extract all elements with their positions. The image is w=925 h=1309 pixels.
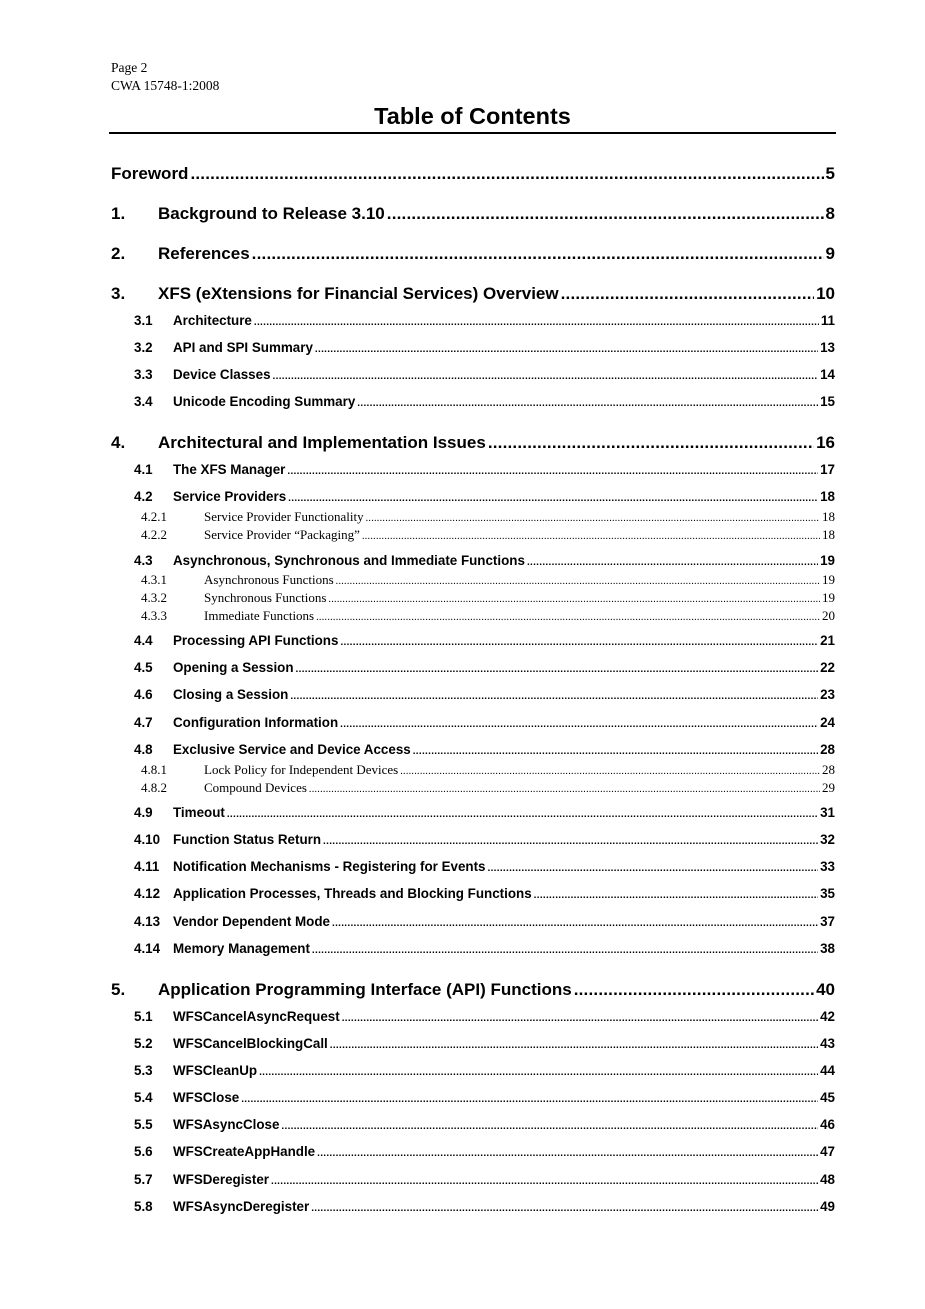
toc-entry[interactable] bbox=[141, 589, 835, 606]
toc-entry-page: 22 bbox=[820, 660, 835, 675]
page-title: Table of Contents bbox=[374, 103, 571, 129]
toc-dot-leader bbox=[328, 591, 820, 608]
toc-entry-number: 4.10 bbox=[134, 832, 161, 847]
toc-entry[interactable] bbox=[134, 552, 835, 570]
toc-entry-number: 4.2.1 bbox=[141, 509, 167, 524]
toc-entry-number: 4.3.3 bbox=[141, 608, 167, 623]
toc-entry-page: 43 bbox=[820, 1036, 835, 1051]
toc-entry-page: 19 bbox=[822, 572, 835, 587]
toc-dot-leader bbox=[527, 554, 818, 572]
toc-entry-label: Application Processes, Threads and Blocking Functions bbox=[173, 886, 532, 901]
toc-entry-page: 47 bbox=[820, 1144, 835, 1159]
toc-entry-page: 18 bbox=[822, 509, 835, 524]
toc-entry-label: WFSDeregister bbox=[173, 1172, 269, 1187]
toc-entry-number: 4.13 bbox=[134, 914, 161, 929]
toc-entry-number: 4.8.2 bbox=[141, 780, 167, 795]
toc-entry-page: 32 bbox=[820, 832, 835, 847]
toc-dot-leader bbox=[315, 341, 818, 359]
toc-entry-page: 45 bbox=[820, 1090, 835, 1105]
document-id: CWA 15748-1:2008 bbox=[111, 78, 220, 93]
toc-entry[interactable] bbox=[134, 1143, 835, 1161]
toc-entry-page: 17 bbox=[820, 462, 835, 477]
toc-entry[interactable] bbox=[134, 461, 835, 479]
toc-entry-number: 4.2 bbox=[134, 489, 153, 504]
toc-entry-number: 5.1 bbox=[134, 1009, 153, 1024]
toc-dot-leader bbox=[281, 1118, 818, 1136]
toc-dot-leader bbox=[296, 661, 819, 679]
toc-entry-label: WFSCleanUp bbox=[173, 1063, 258, 1078]
toc-entry-page: 46 bbox=[820, 1117, 835, 1132]
toc-entry[interactable] bbox=[134, 858, 835, 876]
toc-entry-label: Service Providers bbox=[173, 489, 287, 504]
toc-entry-number: 2. bbox=[111, 244, 126, 263]
toc-entry-label: Background to Release 3.10 bbox=[158, 204, 385, 223]
toc-entry[interactable] bbox=[134, 659, 835, 677]
toc-entry-page: 19 bbox=[822, 590, 835, 605]
toc-entry-page: 33 bbox=[820, 859, 835, 874]
toc-entry[interactable] bbox=[134, 940, 835, 958]
toc-entry[interactable] bbox=[134, 804, 835, 822]
toc-entry[interactable] bbox=[141, 571, 835, 588]
toc-dot-leader bbox=[362, 528, 820, 545]
toc-dot-leader bbox=[413, 743, 818, 761]
toc-entry[interactable] bbox=[134, 393, 835, 411]
toc-entry[interactable] bbox=[111, 163, 835, 185]
toc-entry[interactable] bbox=[134, 714, 835, 732]
toc-entry-label: Foreword bbox=[111, 164, 189, 183]
toc-entry-number: 5.3 bbox=[134, 1063, 153, 1078]
toc-entry[interactable] bbox=[134, 741, 835, 759]
toc-entry-label: WFSClose bbox=[173, 1090, 240, 1105]
toc-entry-page: 28 bbox=[822, 762, 835, 777]
toc-entry[interactable] bbox=[134, 1116, 835, 1134]
toc-entry-label: Asynchronous, Synchronous and Immediate Functions bbox=[173, 553, 525, 568]
toc-entry-number: 4.2.2 bbox=[141, 527, 167, 542]
toc-entry[interactable] bbox=[111, 203, 835, 225]
toc-entry-page: 38 bbox=[820, 941, 835, 956]
toc-entry-number: 5. bbox=[111, 980, 126, 999]
toc-entry[interactable] bbox=[134, 1198, 835, 1216]
toc-entry-number: 4.14 bbox=[134, 941, 161, 956]
toc-entry-page: 15 bbox=[820, 394, 835, 409]
toc-dot-leader bbox=[252, 243, 824, 265]
toc-entry-number: 4.11 bbox=[134, 859, 160, 874]
toc-entry-label: Application Programming Interface (API) Functions bbox=[158, 980, 572, 999]
toc-dot-leader bbox=[400, 763, 820, 780]
toc-entry-number: 5.4 bbox=[134, 1090, 153, 1105]
toc-entry-label: Service Provider Functionality bbox=[204, 509, 364, 524]
toc-entry[interactable] bbox=[141, 607, 835, 624]
toc-entry-number: 4.3.1 bbox=[141, 572, 167, 587]
toc-entry-page: 19 bbox=[820, 553, 835, 568]
toc-entry[interactable] bbox=[134, 1062, 835, 1080]
toc-entry[interactable] bbox=[134, 1035, 835, 1053]
toc-entry-label: Timeout bbox=[173, 805, 225, 820]
toc-dot-leader bbox=[340, 716, 818, 734]
toc-entry-page: 31 bbox=[820, 805, 835, 820]
toc-entry[interactable] bbox=[134, 1008, 835, 1026]
toc-entry-number: 4.3 bbox=[134, 553, 153, 568]
toc-entry-label: Synchronous Functions bbox=[204, 590, 327, 605]
toc-entry-label: WFSCancelBlockingCall bbox=[173, 1036, 328, 1051]
toc-entry-page: 44 bbox=[820, 1063, 835, 1078]
toc-entry[interactable] bbox=[111, 432, 835, 454]
toc-entry[interactable] bbox=[134, 686, 835, 704]
toc-dot-leader bbox=[574, 979, 814, 1001]
toc-entry-number: 5.2 bbox=[134, 1036, 153, 1051]
toc-entry-number: 4.7 bbox=[134, 715, 153, 730]
toc-entry-number: 4. bbox=[111, 433, 126, 452]
toc-entry[interactable] bbox=[134, 831, 835, 849]
toc-entry-label: Asynchronous Functions bbox=[204, 572, 334, 587]
toc-entry-number: 4.9 bbox=[134, 805, 153, 820]
toc-entry-number: 3.3 bbox=[134, 367, 153, 382]
toc-dot-leader bbox=[488, 860, 819, 878]
toc-entry-page: 9 bbox=[825, 244, 835, 263]
toc-entry-label: Architectural and Implementation Issues bbox=[158, 433, 486, 452]
toc-dot-leader bbox=[336, 573, 820, 590]
toc-entry-label: Vendor Dependent Mode bbox=[173, 914, 330, 929]
toc-entry-page: 35 bbox=[820, 886, 835, 901]
toc-dot-leader bbox=[323, 833, 818, 851]
toc-entry[interactable] bbox=[141, 761, 835, 778]
toc-entry-number: 4.8.1 bbox=[141, 762, 167, 777]
toc-entry-label: The XFS Manager bbox=[173, 462, 286, 477]
toc-entry[interactable] bbox=[134, 1089, 835, 1107]
toc-entry[interactable] bbox=[134, 312, 835, 330]
toc-entry-number: 4.5 bbox=[134, 660, 153, 675]
toc-dot-leader bbox=[312, 942, 818, 960]
toc-entry-page: 37 bbox=[820, 914, 835, 929]
toc-dot-leader bbox=[227, 806, 818, 824]
toc-entry-page: 40 bbox=[816, 980, 835, 999]
page-number: Page 2 bbox=[111, 60, 148, 75]
toc-entry-number: 4.1 bbox=[134, 462, 153, 477]
toc-entry[interactable] bbox=[134, 488, 835, 506]
toc-entry[interactable] bbox=[111, 283, 835, 305]
toc-entry-page: 42 bbox=[820, 1009, 835, 1024]
toc-entry-page: 24 bbox=[820, 715, 835, 730]
toc-entry-number: 3.4 bbox=[134, 394, 153, 409]
toc-dot-leader bbox=[254, 314, 819, 332]
toc-entry-label: Device Classes bbox=[173, 367, 271, 382]
toc-entry-page: 18 bbox=[822, 527, 835, 542]
toc-entry[interactable] bbox=[134, 366, 835, 384]
toc-entry-page: 5 bbox=[825, 164, 835, 183]
toc-entry-label: Memory Management bbox=[173, 941, 310, 956]
toc-entry-page: 16 bbox=[816, 433, 835, 452]
toc-dot-leader bbox=[340, 634, 818, 652]
toc-entry-label: Architecture bbox=[173, 313, 252, 328]
toc-dot-leader bbox=[259, 1064, 818, 1082]
toc-entry[interactable] bbox=[141, 779, 835, 796]
toc-entry-label: Notification Mechanisms - Registering for Events bbox=[173, 859, 486, 874]
toc-dot-leader bbox=[366, 510, 820, 527]
toc-entry-number: 3. bbox=[111, 284, 126, 303]
toc-entry-page: 10 bbox=[816, 284, 835, 303]
toc-entry-label: Function Status Return bbox=[173, 832, 322, 847]
toc-entry-page: 8 bbox=[825, 204, 835, 223]
toc-entry-label: Lock Policy for Independent Devices bbox=[204, 762, 399, 777]
toc-dot-leader bbox=[561, 283, 814, 305]
toc-entry-page: 21 bbox=[820, 633, 835, 648]
toc-entry[interactable] bbox=[134, 632, 835, 650]
toc-entry-number: 4.8 bbox=[134, 742, 153, 757]
toc-entry-page: 13 bbox=[820, 340, 835, 355]
toc-entry-number: 5.6 bbox=[134, 1144, 153, 1159]
toc-entry-number: 4.3.2 bbox=[141, 590, 167, 605]
toc-entry-page: 11 bbox=[820, 313, 835, 328]
toc-entry-number: 4.12 bbox=[134, 886, 161, 901]
toc-dot-leader bbox=[317, 1145, 818, 1163]
toc-entry-page: 18 bbox=[820, 489, 835, 504]
toc-entry-number: 5.5 bbox=[134, 1117, 153, 1132]
toc-entry-label: Immediate Functions bbox=[204, 608, 315, 623]
toc-dot-leader bbox=[316, 609, 820, 626]
toc-entry-number: 5.7 bbox=[134, 1172, 153, 1187]
toc-entry-label: WFSAsyncClose bbox=[173, 1117, 280, 1132]
toc-dot-leader bbox=[190, 163, 823, 185]
toc-entry-page: 29 bbox=[822, 780, 835, 795]
toc-entry-page: 23 bbox=[820, 687, 835, 702]
toc-dot-leader bbox=[311, 1200, 818, 1218]
toc-dot-leader bbox=[387, 203, 824, 225]
toc-entry-label: WFSCreateAppHandle bbox=[173, 1144, 316, 1159]
toc-dot-leader bbox=[271, 1173, 818, 1191]
toc-dot-leader bbox=[309, 781, 820, 798]
toc-dot-leader bbox=[287, 463, 818, 481]
toc-entry-page: 20 bbox=[822, 608, 835, 623]
toc-dot-leader bbox=[534, 887, 818, 905]
toc-dot-leader bbox=[241, 1091, 818, 1109]
toc-entry-label: Exclusive Service and Device Access bbox=[173, 742, 411, 757]
toc-entry-label: Processing API Functions bbox=[173, 633, 339, 648]
toc-dot-leader bbox=[330, 1037, 818, 1055]
toc-entry-label: API and SPI Summary bbox=[173, 340, 313, 355]
toc-entry-label: Closing a Session bbox=[173, 687, 289, 702]
toc-entry[interactable] bbox=[134, 913, 835, 931]
toc-entry[interactable] bbox=[134, 1171, 835, 1189]
toc-entry-label: WFSCancelAsyncRequest bbox=[173, 1009, 340, 1024]
toc-dot-leader bbox=[488, 432, 814, 454]
toc-entry-number: 5.8 bbox=[134, 1199, 153, 1214]
toc-dot-leader bbox=[332, 915, 818, 933]
toc-dot-leader bbox=[290, 688, 818, 706]
toc-dot-leader bbox=[357, 395, 818, 413]
toc-entry[interactable] bbox=[141, 526, 835, 543]
toc-entry-number: 3.1 bbox=[134, 313, 153, 328]
toc-entry-number: 1. bbox=[111, 204, 126, 223]
toc-dot-leader bbox=[288, 490, 818, 508]
toc-entry-label: Configuration Information bbox=[173, 715, 339, 730]
toc-entry-label: References bbox=[158, 244, 250, 263]
toc-dot-leader bbox=[273, 368, 819, 386]
toc-entry-label: Service Provider “Packaging” bbox=[204, 527, 360, 542]
toc-entry-number: 4.6 bbox=[134, 687, 153, 702]
toc-entry-page: 14 bbox=[820, 367, 835, 382]
toc-entry-page: 28 bbox=[820, 742, 835, 757]
toc-entry-label: XFS (eXtensions for Financial Services) Overview bbox=[158, 284, 559, 303]
toc-entry[interactable] bbox=[134, 885, 835, 903]
toc-entry-label: Unicode Encoding Summary bbox=[173, 394, 356, 409]
toc-entry-label: WFSAsyncDeregister bbox=[173, 1199, 310, 1214]
toc-entry[interactable] bbox=[111, 979, 835, 1001]
toc-entry-number: 3.2 bbox=[134, 340, 153, 355]
toc-entry[interactable] bbox=[134, 339, 835, 357]
toc-entry-page: 49 bbox=[820, 1199, 835, 1214]
toc-dot-leader bbox=[342, 1010, 818, 1028]
toc-entry[interactable] bbox=[141, 508, 835, 525]
toc-entry-number: 4.4 bbox=[134, 633, 153, 648]
toc-entry-label: Compound Devices bbox=[204, 780, 307, 795]
toc-entry-label: Opening a Session bbox=[173, 660, 294, 675]
toc-entry[interactable] bbox=[111, 243, 835, 265]
toc-entry-page: 48 bbox=[820, 1172, 835, 1187]
